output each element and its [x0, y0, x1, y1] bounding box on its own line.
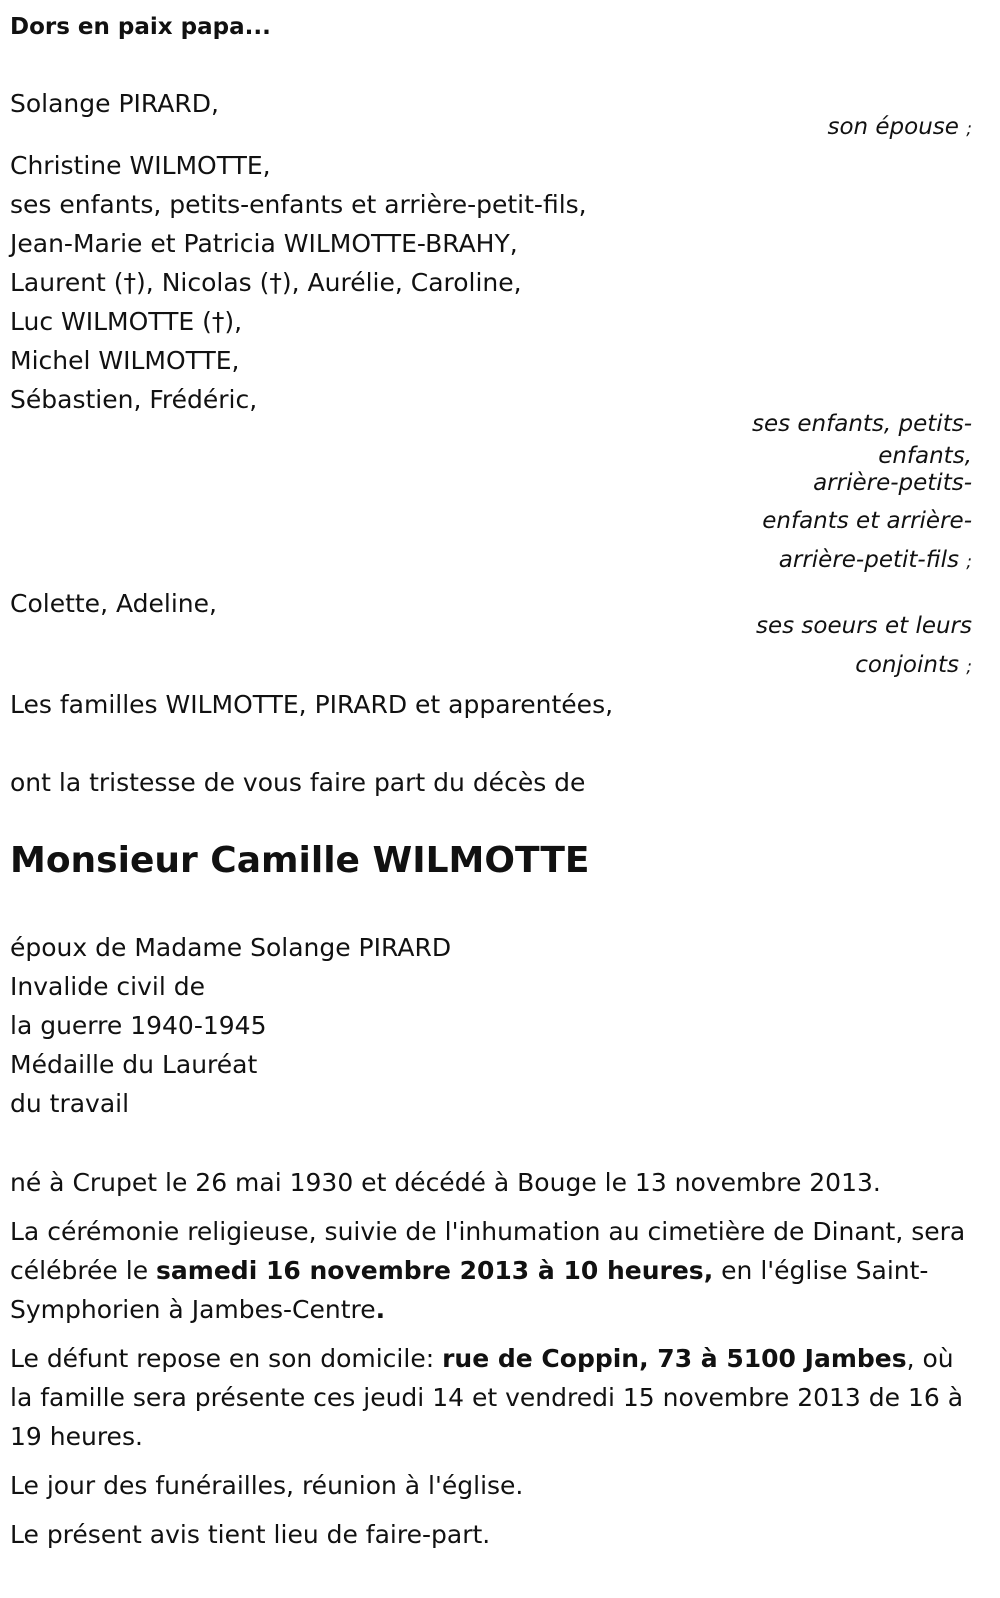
children-relation-line-4: enfants et arrière-	[762, 508, 972, 534]
children-line-7: Sébastien, Frédéric,	[10, 385, 258, 414]
notice-line: Le présent avis tient lieu de faire-part.	[10, 1520, 491, 1549]
deceased-name: Monsieur Camille WILMOTTE	[10, 840, 590, 881]
ceremony-end: .	[375, 1295, 386, 1324]
title-line-5: du travail	[10, 1089, 130, 1118]
visitation-text-1: Le défunt repose en son domicile:	[10, 1344, 443, 1373]
visitation-text-2: , où la famille sera présente ces jeudi 14 et vendredi 15 novembre 2013 de 16 à 19 heures.	[10, 1344, 964, 1451]
semicolon: ;	[966, 119, 972, 139]
children-relation-line-5	[712, 541, 972, 582]
semicolon: ;	[966, 552, 972, 572]
visitation-address: rue de Coppin, 73 à 5100 Jambes	[442, 1344, 907, 1373]
children-line-3: Jean-Marie et Patricia WILMOTTE-BRAHY,	[10, 229, 518, 258]
ceremony-text-2: en l'église Saint-Symphorien à Jambes-Centre	[10, 1256, 929, 1324]
children-relation-line-2: enfants,	[878, 443, 972, 469]
ceremony-paragraph	[10, 1212, 975, 1329]
children-line-1: Christine WILMOTTE,	[10, 151, 271, 180]
title-line-2: Invalide civil de	[10, 972, 205, 1001]
title-line-1: époux de Madame Solange PIRARD	[10, 933, 452, 962]
children-line-5: Luc WILMOTTE (†),	[10, 307, 243, 336]
spouse-name: Solange PIRARD,	[10, 89, 219, 118]
children-line-2: ses enfants, petits-enfants et arrière-petit-fils,	[10, 190, 587, 219]
visitation-paragraph	[10, 1339, 975, 1456]
spouse-relation-text: son épouse	[827, 114, 959, 140]
sisters-relation-line-1: ses soeurs et leurs	[756, 613, 972, 639]
birth-death-line: né à Crupet le 26 mai 1930 et décédé à Bouge le 13 novembre 2013.	[10, 1168, 881, 1197]
spouse-relation	[712, 108, 972, 149]
intro-line: Dors en paix papa...	[10, 14, 271, 40]
sisters-names: Colette, Adeline,	[10, 589, 217, 618]
children-relation-line-1: ses enfants, petits-	[751, 411, 972, 437]
sisters-relation-last: conjoints	[855, 652, 959, 678]
children-line-6: Michel WILMOTTE,	[10, 346, 240, 375]
announcement-line: ont la tristesse de vous faire part du décès de	[10, 768, 586, 797]
title-line-3: la guerre 1940-1945	[10, 1011, 267, 1040]
children-line-4: Laurent (†), Nicolas (†), Aurélie, Caroline,	[10, 268, 522, 297]
families-line: Les familles WILMOTTE, PIRARD et apparentées,	[10, 690, 614, 719]
semicolon: ;	[966, 657, 972, 677]
children-relation-last: arrière-petit-fils	[778, 547, 959, 573]
sisters-relation	[712, 607, 972, 687]
children-relation	[712, 405, 972, 582]
sisters-relation-line-2	[712, 646, 972, 687]
meeting-line: Le jour des funérailles, réunion à l'église.	[10, 1471, 524, 1500]
title-line-4: Médaille du Lauréat	[10, 1050, 258, 1079]
children-relation-line-3: arrière-petits-	[813, 470, 972, 496]
ceremony-text-1: La cérémonie religieuse, suivie de l'inhumation au cimetière de Dinant, sera célébrée le	[10, 1217, 966, 1285]
ceremony-date: samedi 16 novembre 2013 à 10 heures,	[156, 1256, 714, 1285]
